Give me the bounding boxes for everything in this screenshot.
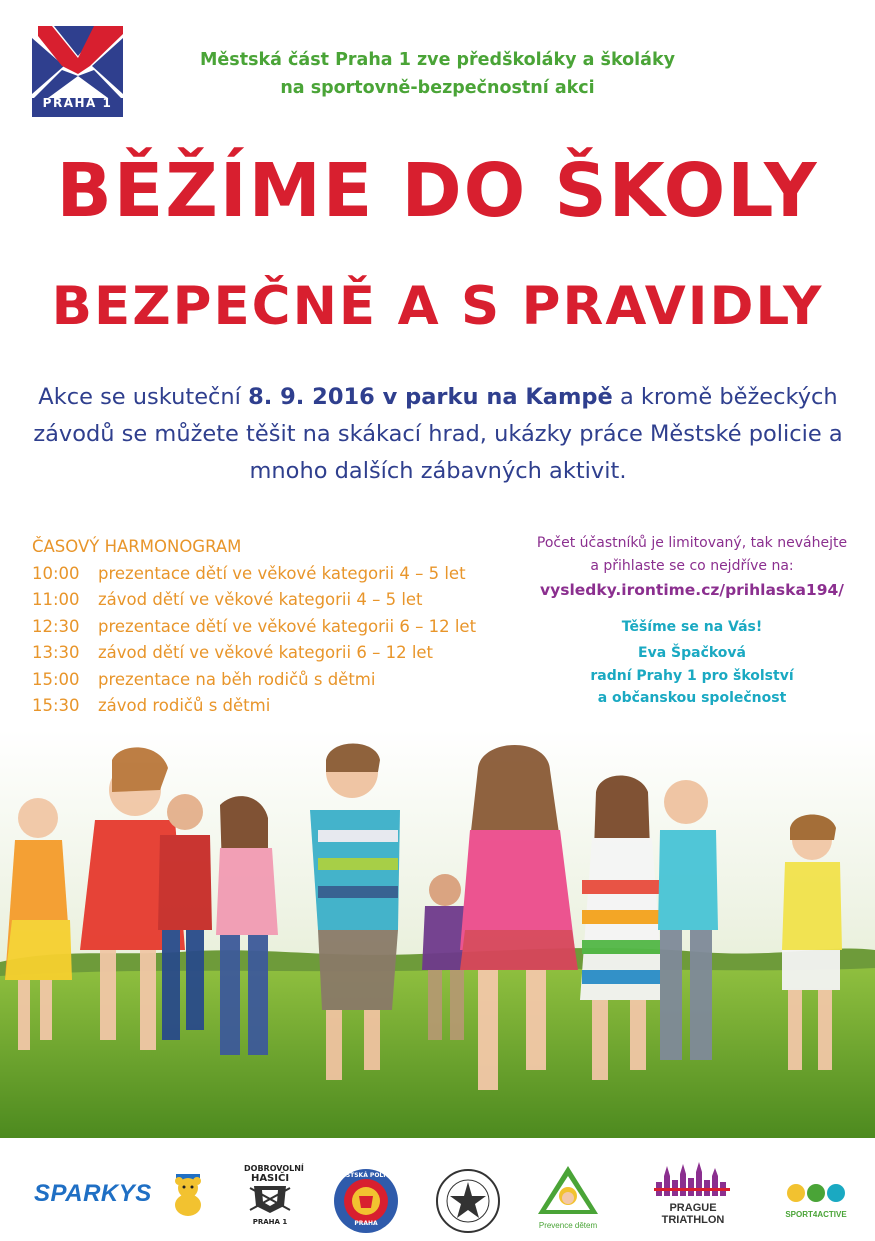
praha1-logo [32,26,123,117]
child-triangle-icon [536,1164,600,1216]
sparkys-logo [34,1180,152,1208]
schedule-time: 15:30 [32,696,80,715]
children-running-photo [0,730,875,1138]
sparkys-text: SPARKYS [34,1180,152,1207]
schedule-time: 15:00 [32,669,80,689]
intro-line-2: na sportovně-bezpečnostní akci [280,78,595,98]
schedule-row [32,561,476,588]
prevence-detem-logo [536,1164,600,1230]
description-part-1: Akce se uskuteční [38,384,249,410]
police-star-badge-icon [435,1168,501,1234]
policie-cr-logo [435,1168,501,1238]
prague-triathlon-logo [643,1162,743,1226]
registration-link[interactable]: vysledky.irontime.cz/prihlaska194/ [540,581,844,599]
schedule-time: 10:00 [32,563,80,583]
prevence-text: Prevence dětem [538,1221,598,1230]
intro-text [140,46,735,102]
schedule [32,534,476,720]
city-police-text: MĚSTSKÁ POLICIE [335,1172,397,1179]
mestska-policie-logo [333,1168,399,1238]
info-line-1: Počet účastníků je limitovaný, tak neváhejte [536,535,848,551]
schedule-text: závod dětí ve věkové kategorii 4 – 5 let [98,590,423,609]
schedule-heading: ČASOVÝ HARMONOGRAM [32,537,242,556]
hasici-line-2: HASIČI [250,1173,290,1184]
hasici-line-1: DOBROVOLNÍ [244,1164,304,1173]
schedule-row [32,693,476,720]
registration-info [524,532,860,710]
schedule-row [32,640,476,667]
event-description [28,379,848,490]
sport4active-logo [784,1182,848,1219]
schedule-time: 11:00 [32,590,80,609]
schedule-time: 13:30 [32,643,80,662]
signatory-role-1: radní Prahy 1 pro školství [590,667,794,684]
greeting: Těšíme se na Vás! [621,618,763,635]
schedule-row [32,587,476,614]
city-police-city: PRAHA [354,1220,378,1227]
schedule-row [32,614,476,641]
schedule-text: prezentace dětí ve věkové kategorii 6 – 12 let [98,616,477,636]
description-part-2: a kromě běžeckých závodů se můžete těšit na skákací hrad, ukázky práce Městské policie a mnoho dalších zábavných aktivit. [33,384,843,484]
partner-logos [0,1150,875,1241]
title-line-1: BĚŽÍME DO ŠKOLY [56,148,819,234]
schedule-text: prezentace dětí ve věkové kategorii 4 – 5 let [98,563,466,583]
prague-triathlon-text: PRAGUE TRIATHLON [661,1202,725,1226]
title-line-2: BEZPEČNĚ A S PRAVIDLY [51,276,824,337]
info-line-2: a přihlaste se co nejdříve na: [590,557,794,574]
sport-balls-icon [784,1182,848,1204]
hasici-line-3: PRAHA 1 [252,1218,288,1226]
prague-skyline-icon [648,1162,738,1196]
sport4active-text: SPORT4ACTIVE [785,1210,847,1219]
schedule-text: závod rodičů s dětmi [98,696,271,715]
dobrovolni-hasici-logo [244,1164,304,1226]
schedule-text: prezentace na běh rodičů s dětmi [98,669,376,689]
sparkys-bear-icon [170,1174,206,1216]
description-date-place: 8. 9. 2016 v parku na Kampě [248,384,613,410]
fire-brigade-emblem-icon [244,1184,296,1214]
signatory-role-2: a občanskou společnost [597,690,787,706]
schedule-row [32,667,476,694]
logo-text: PRAHA 1 [42,96,113,110]
schedule-text: závod dětí ve věkové kategorii 6 – 12 let [98,643,434,662]
signatory-name: Eva Špačková [638,645,746,661]
intro-line-1: Městská část Praha 1 zve předškoláky a školáky [200,50,675,70]
schedule-time: 12:30 [32,616,80,636]
